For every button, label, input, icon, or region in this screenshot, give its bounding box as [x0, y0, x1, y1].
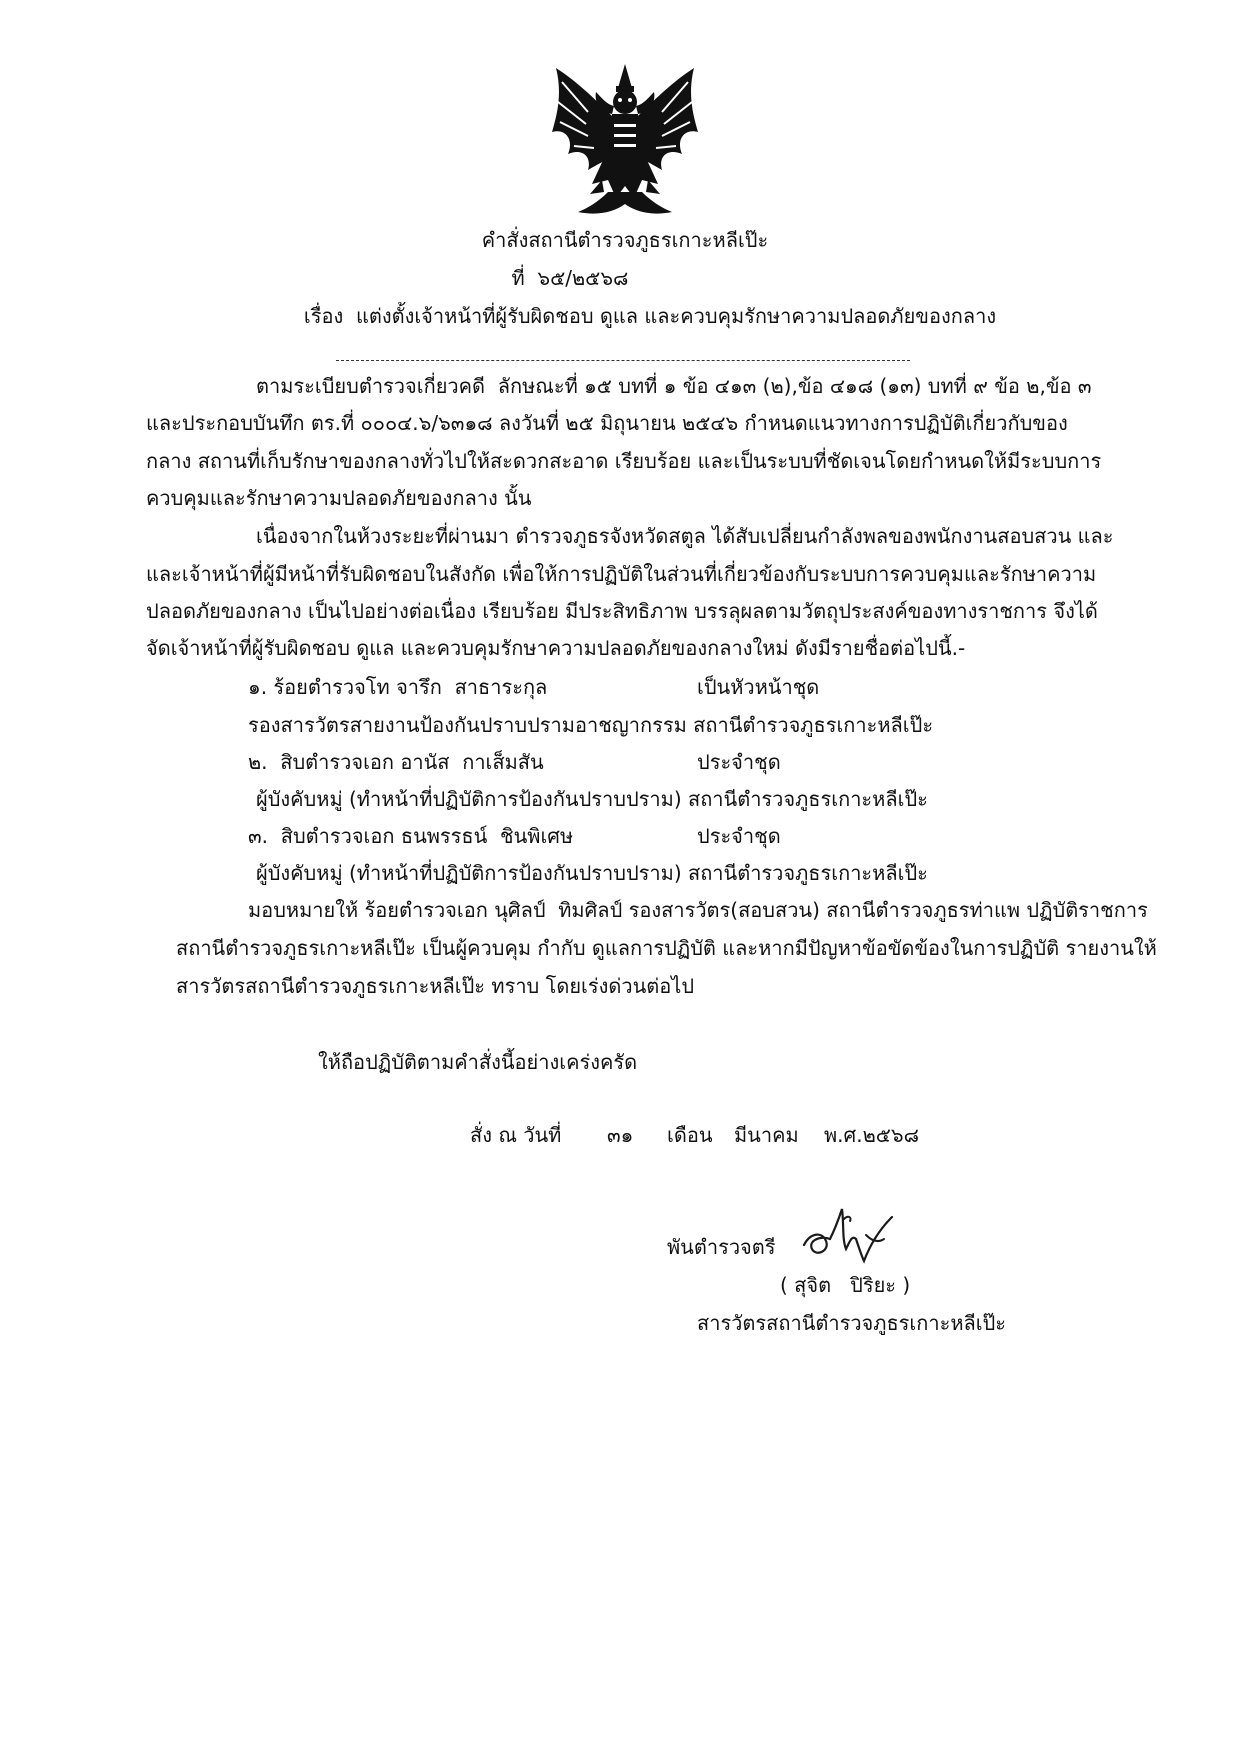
assignment-line: สารวัตรสถานีตำรวจภูธรเกาะหลีเป๊ะ ทราบ โดยเร่งด่วนต่อไป — [176, 974, 695, 998]
date-month: มีนาคม — [734, 1123, 799, 1147]
paragraph-1-line: ควบคุมและรักษาความปลอดภัยของกลาง นั้น — [146, 486, 532, 510]
paragraph-1-line: ตามระเบียบตำรวจเกี่ยวคดี ลักษณะที่ ๑๕ บทที่ ๑ ข้อ ๔๑๓ (๒),ข้อ ๔๑๘ (๑๓) บทที่ ๙ ข้อ ๒,ข้อ ๓ — [256, 374, 1092, 398]
paragraph-2-line: และเจ้าหน้าที่ผู้มีหน้าที่รับผิดชอบในสังกัด เพื่อให้การปฏิบัติในส่วนที่เกี่ยวข้องกับระบบการควบคุมและรักษาความ — [146, 562, 1097, 586]
member-role: ประจำชุด — [697, 824, 781, 848]
member-position: ผู้บังคับหมู่ (ทำหน้าที่ปฏิบัติการป้องกันปราบปราม) สถานีตำรวจภูธรเกาะหลีเป๊ะ — [256, 787, 928, 811]
member-role: เป็นหัวหน้าชุด — [697, 675, 820, 699]
member-name: ๓. สิบตำรวจเอก ธนพรรธน์ ชินพิเศษ — [248, 824, 574, 848]
date-month-label: เดือน — [667, 1123, 713, 1147]
header-divider — [336, 360, 910, 361]
document-subject: เรื่อง แต่งตั้งเจ้าหน้าที่ผู้รับผิดชอบ ดูแล และควบคุมรักษาความปลอดภัยของกลาง — [303, 304, 997, 328]
closing-statement: ให้ถือปฏิบัติตามคำสั่งนี้อย่างเคร่งครัด — [318, 1050, 638, 1074]
garuda-emblem — [548, 62, 702, 220]
signer-rank: พันตำรวจตรี — [667, 1235, 776, 1259]
date-prefix: สั่ง ณ วันที่ — [470, 1123, 562, 1147]
member-position: รองสารวัตรสายงานป้องกันปราบปรามอาชญากรรม สถานีตำรวจภูธรเกาะหลีเป๊ะ — [248, 713, 934, 737]
signer-name: ( สุจิต ปิริยะ ) — [780, 1273, 911, 1297]
date-year: พ.ศ.๒๕๖๘ — [824, 1123, 920, 1147]
member-position: ผู้บังคับหมู่ (ทำหน้าที่ปฏิบัติการป้องกันปราบปราม) สถานีตำรวจภูธรเกาะหลีเป๊ะ — [256, 861, 928, 885]
handwritten-signature — [800, 1205, 896, 1267]
member-name: ๑. ร้อยตำรวจโท จารึก สาธาระกุล — [248, 675, 548, 699]
paragraph-1-line: กลาง สถานที่เก็บรักษาของกลางทั่วไปให้สะดวกสะอาด เรียบร้อย และเป็นระบบที่ชัดเจนโดยกำหนดให้มีระบบการ — [146, 449, 1102, 473]
paragraph-2-line: เนื่องจากในห้วงระยะที่ผ่านมา ตำรวจภูธรจังหวัดสตูล ได้สับเปลี่ยนกำลังพลของพนักงานสอบสวน และ — [256, 524, 1114, 548]
assignment-line: มอบหมายให้ ร้อยตำรวจเอก นุศิลป์ ทิมศิลป์ รองสารวัตร(สอบสวน) สถานีตำรวจภูธรท่าแพ ปฏิบัติราชการ — [248, 898, 1148, 922]
signer-title: สารวัตรสถานีตำรวจภูธรเกาะหลีเป๊ะ — [697, 1311, 1007, 1335]
paragraph-2-line: จัดเจ้าหน้าที่ผู้รับผิดชอบ ดูแล และควบคุมรักษาความปลอดภัยของกลางใหม่ ดังมีรายชื่อต่อไปนี้.- — [146, 636, 966, 660]
paragraph-1-line: และประกอบบันทึก ตร.ที่ ๐๐๐๔.๖/๖๓๑๘ ลงวันที่ ๒๕ มิถุนายน ๒๕๔๖ กำหนดแนวทางการปฏิบัติเกี่ยวกับของ — [146, 411, 1068, 435]
date-day: ๓๑ — [607, 1123, 634, 1147]
member-role: ประจำชุด — [697, 750, 781, 774]
document-title: คำสั่งสถานีตำรวจภูธรเกาะหลีเป๊ะ — [481, 228, 769, 252]
member-name: ๒. สิบตำรวจเอก อานัส กาเส็มสัน — [248, 750, 544, 774]
document-number: ที่ ๖๕/๒๕๖๘ — [511, 266, 629, 290]
paragraph-2-line: ปลอดภัยของกลาง เป็นไปอย่างต่อเนื่อง เรียบร้อย มีประสิทธิภาพ บรรลุผลตามวัตถุประสงค์ของทางราชการ จึงได้ — [146, 599, 1098, 623]
assignment-line: สถานีตำรวจภูธรเกาะหลีเป๊ะ เป็นผู้ควบคุม กำกับ ดูแลการปฏิบัติ และหากมีปัญหาข้อขัดข้องในการปฏิบัติ รายงานให้ — [176, 936, 1157, 960]
